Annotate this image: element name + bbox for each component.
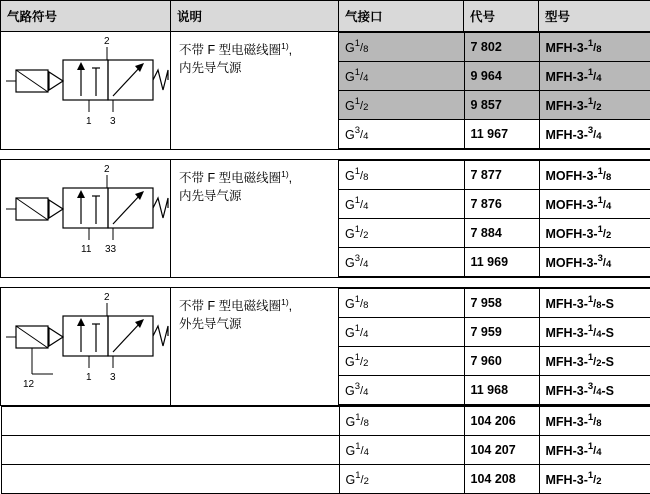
port-value: G1/4	[339, 436, 464, 465]
port-value: G3/4	[339, 248, 464, 277]
table-row[interactable]	[1, 407, 650, 436]
code-value: 9 964	[464, 62, 539, 91]
symbol-label-port2: 2	[104, 164, 110, 175]
code-value: 11 969	[464, 248, 539, 277]
group-row-3	[1, 288, 650, 406]
description-line2-3: 外先导气源	[179, 315, 332, 333]
symbol-label-port2: 2	[104, 292, 110, 303]
code-value: 9 857	[464, 91, 539, 120]
model-value: MFH-3-1/2-S	[539, 347, 650, 376]
header-circuit-symbol: 气路符号	[1, 1, 171, 32]
code-value: 104 208	[464, 465, 539, 494]
model-value: MFH-3-1/2	[539, 91, 650, 120]
model-value: MFH-3-1/4	[539, 62, 650, 91]
spacer-cell	[1, 407, 339, 436]
description-cell-1: 不带 F 型电磁线圈$^{1)}$, 内先导气源	[171, 32, 339, 150]
group-row-2	[1, 160, 650, 278]
code-value: 7 877	[464, 161, 539, 190]
extra-variant-row-group	[1, 406, 650, 494]
port-value: G3/4	[339, 120, 464, 149]
header-model: 型号	[539, 1, 650, 32]
port-value: G1/4	[339, 190, 464, 219]
valve-symbol-diagram-2	[1, 160, 169, 255]
model-value: MFH-3-1/4-S	[539, 318, 650, 347]
port-value: G1/2	[339, 91, 464, 120]
port-numerator: 1	[355, 38, 360, 49]
variant-table-3	[339, 288, 650, 405]
port-value: G1/2	[339, 347, 464, 376]
port-value: G1/8	[339, 289, 464, 318]
symbol-label-port1: 1	[86, 116, 92, 127]
variant-table-cell-2	[339, 160, 650, 278]
description-line1-2: 不带 F 型电磁线圈	[179, 171, 281, 185]
extra-variant-table	[1, 406, 650, 494]
model-value: MFH-3-1/8	[539, 33, 650, 62]
model-value: MOFH-3-1/8	[539, 161, 650, 190]
header-description: 说明	[171, 1, 339, 32]
symbol-label-port11: 11	[81, 244, 92, 255]
symbol-label-port2: 2	[104, 36, 110, 47]
port-value: G1/2	[339, 219, 464, 248]
symbol-label-port33: 33	[105, 244, 117, 255]
group-row-1	[1, 32, 650, 150]
model-value: MOFH-3-3/4	[539, 248, 650, 277]
table-row[interactable]	[1, 465, 650, 494]
table-row[interactable]	[339, 219, 650, 248]
table-header-row	[1, 1, 650, 32]
description-line1-3: 不带 F 型电磁线圈	[179, 299, 281, 313]
port-value: G1/4	[339, 62, 464, 91]
table-row[interactable]	[339, 376, 650, 405]
model-value: MFH-3-1/4	[539, 436, 650, 465]
port-value: G3/4	[339, 376, 464, 405]
table-row[interactable]	[339, 289, 650, 318]
table-row[interactable]	[339, 161, 650, 190]
description-footnote-1: 1)	[281, 41, 289, 51]
port-value: G1/8	[339, 161, 464, 190]
model-value: MFH-3-3/4-S	[539, 376, 650, 405]
port-denominator: 8	[363, 44, 368, 55]
code-value: 7 876	[464, 190, 539, 219]
circuit-symbol-cell-1	[1, 32, 171, 150]
description-line1-1: 不带 F 型电磁线圈	[179, 43, 281, 57]
spacer-cell	[1, 436, 339, 465]
symbol-label-port3: 3	[110, 372, 116, 383]
description-cell-2: 不带 F 型电磁线圈$^{1)}$, 内先导气源	[171, 160, 339, 278]
description-line2-1: 内先导气源	[179, 59, 332, 77]
extra-variant-table-cell	[1, 406, 650, 494]
symbol-label-port12: 12	[23, 379, 35, 390]
table-row[interactable]	[339, 318, 650, 347]
model-value: MOFH-3-1/4	[539, 190, 650, 219]
description-footnote-3: 1)	[281, 297, 289, 307]
port-value: G1/8	[339, 407, 464, 436]
table-row[interactable]	[339, 120, 650, 149]
table-row[interactable]	[1, 436, 650, 465]
header-port: 气接口	[339, 1, 464, 32]
symbol-label-port3: 3	[110, 116, 116, 127]
code-value: 11 967	[464, 120, 539, 149]
symbol-label-port1: 1	[86, 372, 92, 383]
table-row[interactable]	[339, 62, 650, 91]
header-code: 代号	[464, 1, 539, 32]
model-value: MFH-3-1/8-S	[539, 289, 650, 318]
port-value: G1/4	[339, 318, 464, 347]
circuit-symbol-cell-3	[1, 288, 171, 406]
code-value: 104 206	[464, 407, 539, 436]
circuit-symbol-cell-2	[1, 160, 171, 278]
code-value: 7 960	[464, 347, 539, 376]
table-row[interactable]	[339, 248, 650, 277]
spacer-cell	[1, 465, 339, 494]
variant-table-2	[339, 160, 650, 277]
code-value: 7 959	[464, 318, 539, 347]
model-value: MFH-3-1/2	[539, 465, 650, 494]
description-line2-2: 内先导气源	[179, 187, 332, 205]
group-spacer	[1, 278, 650, 288]
variant-table-cell-1	[339, 32, 650, 150]
model-value: MOFH-3-1/2	[539, 219, 650, 248]
table-row[interactable]	[339, 347, 650, 376]
description-cell-3: 不带 F 型电磁线圈$^{1)}$, 外先导气源	[171, 288, 339, 406]
valve-symbol-diagram-3	[1, 288, 169, 390]
port-value: G1/2	[339, 465, 464, 494]
port-value: G1/8	[339, 33, 464, 62]
model-value: MFH-3-1/8	[539, 407, 650, 436]
group-spacer	[1, 150, 650, 160]
code-value: 7 958	[464, 289, 539, 318]
variant-table-1	[339, 32, 650, 149]
model-value: MFH-3-3/4	[539, 120, 650, 149]
description-footnote-2: 1)	[281, 169, 289, 179]
code-value: 7 802	[464, 33, 539, 62]
table-row[interactable]	[339, 190, 650, 219]
code-value: 104 207	[464, 436, 539, 465]
valve-symbol-diagram-1	[1, 32, 169, 127]
code-value: 7 884	[464, 219, 539, 248]
code-value: 11 968	[464, 376, 539, 405]
table-row[interactable]	[339, 91, 650, 120]
table-row[interactable]	[339, 33, 650, 62]
variant-table-cell-3	[339, 288, 650, 406]
